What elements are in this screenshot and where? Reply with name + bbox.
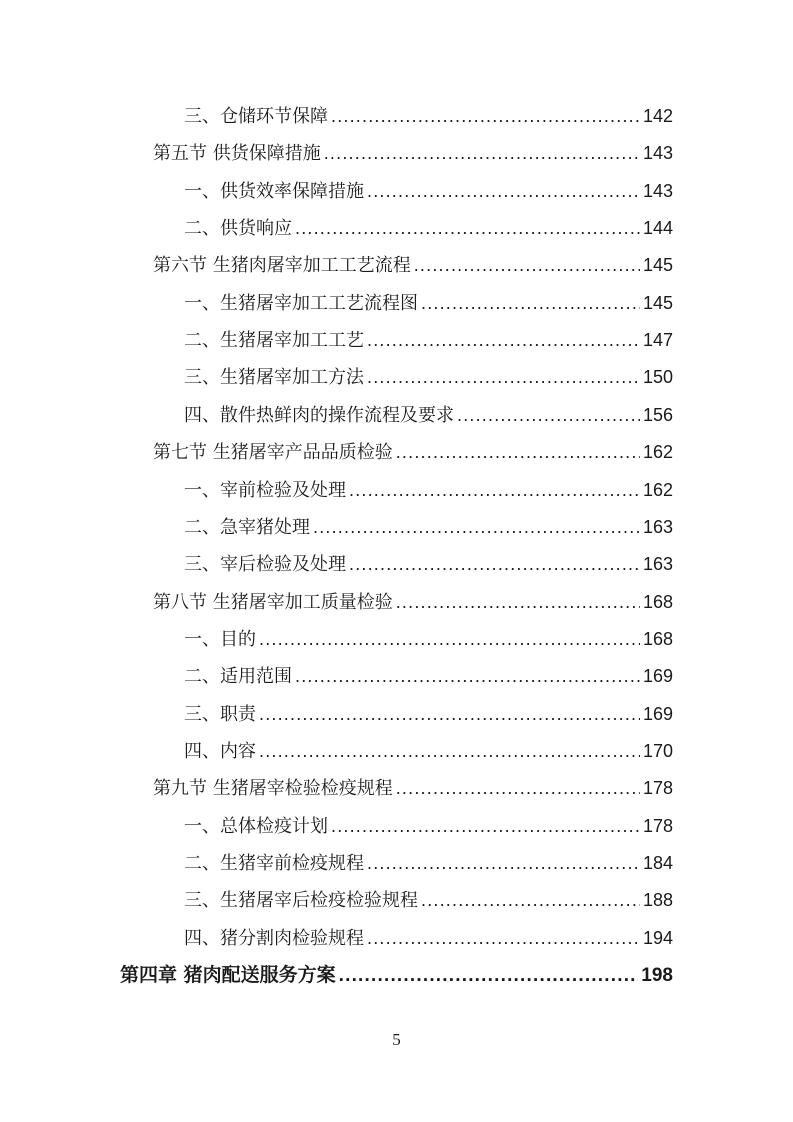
toc-entry-page: 184 xyxy=(642,853,673,873)
toc-dot-leader xyxy=(396,587,640,617)
toc-entry-label: 二、生猪屠宰加工工艺 xyxy=(184,330,364,352)
toc-entry-label: 第七节 生猪屠宰产品品质检验 xyxy=(153,442,393,464)
page-number: 5 xyxy=(392,1030,401,1049)
toc-dot-leader xyxy=(259,699,640,729)
toc-section-entry[interactable] xyxy=(153,250,673,280)
toc-entry-page: 142 xyxy=(642,106,673,126)
toc-entry-label: 一、供货效率保障措施 xyxy=(184,180,364,202)
toc-section-entry[interactable] xyxy=(153,773,673,803)
toc-entry-label: 四、散件热鲜肉的操作流程及要求 xyxy=(184,404,454,426)
toc-dot-leader xyxy=(349,475,640,505)
toc-dot-leader xyxy=(367,176,640,206)
toc-dot-leader xyxy=(396,437,640,467)
toc-entry-label: 二、适用范围 xyxy=(184,666,292,688)
toc-dot-leader xyxy=(331,811,640,841)
toc-entry-page: 198 xyxy=(641,965,673,987)
toc-section-entry[interactable] xyxy=(153,587,673,617)
toc-entry-page: 170 xyxy=(642,740,673,761)
toc-dot-leader xyxy=(367,848,640,878)
toc-dot-leader xyxy=(331,101,640,131)
toc-entry-label: 一、总体检疫计划 xyxy=(184,815,328,837)
toc-subsection-entry[interactable] xyxy=(184,624,673,654)
toc-subsection-entry[interactable] xyxy=(184,699,673,729)
toc-dot-leader xyxy=(421,288,640,318)
toc-entry-page: 143 xyxy=(642,180,673,201)
toc-dot-leader xyxy=(396,773,640,803)
toc-subsection-entry[interactable] xyxy=(184,885,673,915)
toc-entry-page: 169 xyxy=(642,666,673,687)
toc-subsection-entry[interactable] xyxy=(184,475,673,505)
toc-entry-label: 三、仓储环节保障 xyxy=(184,106,328,127)
toc-entry-page: 194 xyxy=(642,927,673,948)
toc-entry-label: 一、目的 xyxy=(184,628,256,650)
toc-subsection-entry[interactable] xyxy=(184,362,673,392)
toc-dot-leader xyxy=(367,362,640,392)
toc-entry-page: 156 xyxy=(642,404,673,425)
toc-dot-leader xyxy=(457,400,640,430)
toc-dot-leader xyxy=(324,138,640,168)
toc-entry-page: 162 xyxy=(642,479,673,500)
toc-subsection-entry[interactable] xyxy=(184,288,673,318)
toc-dot-leader xyxy=(414,250,640,280)
toc-entry-label: 三、生猪屠宰加工方法 xyxy=(184,367,364,389)
toc-dot-leader xyxy=(367,325,640,355)
toc-entry-page: 168 xyxy=(642,628,673,649)
toc-subsection-entry[interactable] xyxy=(184,736,673,766)
toc-entry-label: 第六节 生猪肉屠宰加工工艺流程 xyxy=(153,255,411,277)
toc-entry-label: 第四章 猪肉配送服务方案 xyxy=(120,964,336,987)
toc-entry-page: 150 xyxy=(642,367,673,388)
toc-entry-label: 二、生猪宰前检疫规程 xyxy=(184,853,364,874)
toc-dot-leader xyxy=(367,923,640,953)
toc-subsection-entry[interactable] xyxy=(184,848,673,878)
toc-entry-page: 163 xyxy=(642,516,673,537)
toc-dot-leader xyxy=(259,624,640,654)
toc-entry-page: 178 xyxy=(642,778,673,799)
toc-entry-label: 一、宰前检验及处理 xyxy=(184,479,346,501)
toc-entry-label: 第八节 生猪屠宰加工质量检验 xyxy=(153,591,393,613)
toc-subsection-entry[interactable] xyxy=(184,811,673,841)
toc-entry-page: 188 xyxy=(642,890,673,911)
toc-subsection-entry[interactable] xyxy=(184,549,673,579)
toc-subsection-entry[interactable] xyxy=(184,325,673,355)
toc-entry-label: 三、宰后检验及处理 xyxy=(184,554,346,576)
toc-subsection-entry[interactable] xyxy=(184,923,673,953)
toc-dot-leader xyxy=(349,549,640,579)
toc-entry-page: 169 xyxy=(642,703,673,724)
toc-dot-leader xyxy=(339,961,639,991)
toc-section-entry[interactable] xyxy=(153,437,673,467)
toc-dot-leader xyxy=(259,736,640,766)
toc-subsection-entry[interactable] xyxy=(184,101,673,131)
toc-dot-leader xyxy=(421,885,640,915)
toc-entry-label: 四、猪分割肉检验规程 xyxy=(184,927,364,949)
toc-section-entry[interactable] xyxy=(153,138,673,168)
toc-entry-page: 144 xyxy=(642,218,673,239)
toc-entry-page: 145 xyxy=(642,255,673,276)
toc-entry-label: 二、急宰猪处理 xyxy=(184,516,310,538)
toc-subsection-entry[interactable] xyxy=(184,400,673,430)
toc-entry-page: 178 xyxy=(642,815,673,836)
toc-entry-label: 第五节 供货保障措施 xyxy=(153,143,321,165)
toc-entry-page: 147 xyxy=(642,330,673,351)
toc-entry-page: 163 xyxy=(642,554,673,575)
toc-dot-leader xyxy=(295,661,640,691)
toc-dot-leader xyxy=(295,213,640,243)
toc-chapter-entry[interactable] xyxy=(120,960,673,990)
toc-subsection-entry[interactable] xyxy=(184,661,673,691)
toc-dot-leader xyxy=(313,512,640,542)
toc-entry-label: 四、内容 xyxy=(184,740,256,762)
toc-entry-page: 168 xyxy=(642,591,673,612)
toc-entry-label: 一、生猪屠宰加工工艺流程图 xyxy=(184,292,418,314)
toc-entry-label: 二、供货响应 xyxy=(184,218,292,240)
toc-subsection-entry[interactable] xyxy=(184,213,673,243)
toc-entry-page: 143 xyxy=(642,143,673,164)
toc-entry-label: 三、职责 xyxy=(184,703,256,725)
toc-subsection-entry[interactable] xyxy=(184,176,673,206)
toc-entry-label: 第九节 生猪屠宰检验检疫规程 xyxy=(153,778,393,800)
toc-entry-page: 162 xyxy=(642,442,673,463)
toc-entry-label: 三、生猪屠宰后检疫检验规程 xyxy=(184,890,418,912)
toc-subsection-entry[interactable] xyxy=(184,512,673,542)
toc-entry-page: 145 xyxy=(642,292,673,313)
